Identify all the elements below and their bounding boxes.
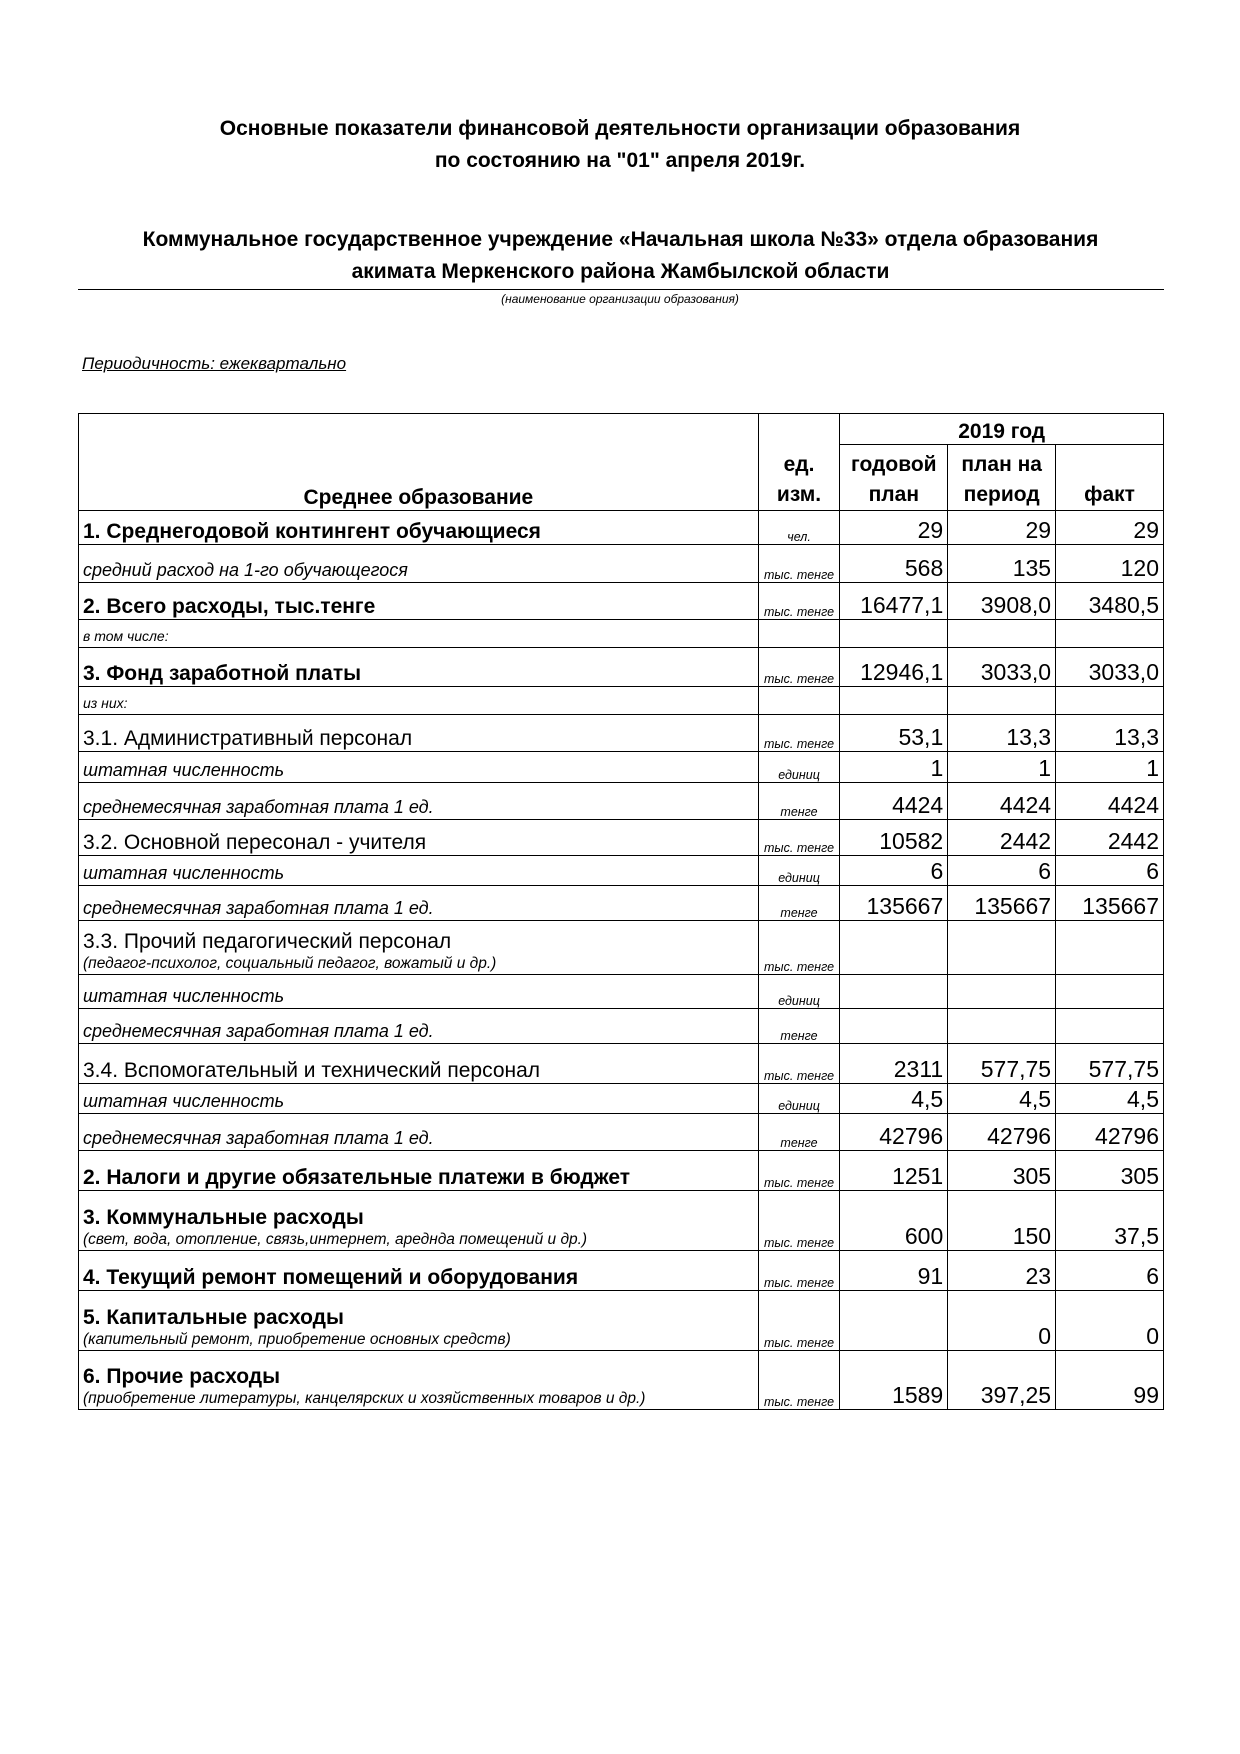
row-value-fact xyxy=(1056,620,1164,648)
table-row xyxy=(79,545,1164,583)
row-unit: тыс. тенге xyxy=(758,715,840,752)
row-unit: тыс. тенге xyxy=(758,1351,840,1410)
table-row xyxy=(79,715,1164,752)
row-name-cell xyxy=(79,886,759,921)
table-row xyxy=(79,783,1164,820)
row-value-fact: 29 xyxy=(1056,511,1164,545)
row-value-annual: 91 xyxy=(840,1251,948,1291)
row-value-period: 3908,0 xyxy=(948,583,1056,620)
row-name: 3.1. Административный персонал xyxy=(83,727,413,750)
row-name-cell xyxy=(79,648,759,687)
row-name-cell xyxy=(79,1084,759,1114)
organization-caption: (наименование организации образования) xyxy=(501,292,739,306)
row-value-period xyxy=(948,975,1056,1009)
row-value-fact: 1 xyxy=(1056,752,1164,783)
row-name: 3. Коммунальные расходы xyxy=(83,1206,364,1229)
row-name: 3. Фонд заработной платы xyxy=(83,662,362,685)
row-value-annual: 29 xyxy=(840,511,948,545)
row-name-cell xyxy=(79,687,759,715)
row-unit: тенге xyxy=(758,1114,840,1151)
row-value-annual xyxy=(840,975,948,1009)
row-value-fact: 6 xyxy=(1056,1251,1164,1291)
row-name: среднемесячная заработная плата 1 ед. xyxy=(83,1021,434,1041)
row-value-fact: 6 xyxy=(1056,856,1164,886)
table-row xyxy=(79,820,1164,856)
table-row xyxy=(79,921,1164,975)
row-unit: тыс. тенге xyxy=(758,1191,840,1251)
header-year-cell: 2019 год xyxy=(840,414,1164,445)
row-unit: единиц xyxy=(758,752,840,783)
row-name-cell xyxy=(79,975,759,1009)
organization-name-line-2: акимата Меркенского района Жамбылской области xyxy=(351,260,890,283)
row-name: 5. Капитальные расходы xyxy=(83,1306,344,1329)
row-value-annual: 1251 xyxy=(840,1151,948,1191)
periodicity-label: Периодичность: ежеквартально xyxy=(82,354,347,373)
row-value-fact: 577,75 xyxy=(1056,1044,1164,1084)
row-name: 2. Всего расходы, тыс.тенге xyxy=(83,595,376,618)
row-note: (свет, вода, отопление, связь,интернет, ареднда помещений и др.) xyxy=(83,1231,588,1248)
row-name: среднемесячная заработная плата 1 ед. xyxy=(83,898,434,918)
row-name: из них: xyxy=(83,695,128,711)
table-row xyxy=(79,1009,1164,1044)
table-row xyxy=(79,620,1164,648)
row-value-fact: 99 xyxy=(1056,1351,1164,1410)
row-name-cell xyxy=(79,921,759,975)
row-name-cell xyxy=(79,1151,759,1191)
row-unit: тенге xyxy=(758,1009,840,1044)
header-fact: факт xyxy=(1056,445,1164,511)
table-row xyxy=(79,1084,1164,1114)
row-value-annual: 10582 xyxy=(840,820,948,856)
row-name-cell xyxy=(79,1191,759,1251)
row-name-cell xyxy=(79,1251,759,1291)
row-name: 1. Среднегодовой контингент обучающиеся xyxy=(83,520,541,543)
row-value-period: 1 xyxy=(948,752,1056,783)
row-value-annual: 4424 xyxy=(840,783,948,820)
row-value-fact: 2442 xyxy=(1056,820,1164,856)
row-value-period: 23 xyxy=(948,1251,1056,1291)
row-value-period: 305 xyxy=(948,1151,1056,1191)
row-name-cell xyxy=(79,1291,759,1351)
table-row xyxy=(79,583,1164,620)
row-value-fact: 4,5 xyxy=(1056,1084,1164,1114)
row-unit xyxy=(758,620,840,648)
row-name: штатная численность xyxy=(83,1091,285,1111)
table-row xyxy=(79,975,1164,1009)
row-value-fact: 305 xyxy=(1056,1151,1164,1191)
row-unit: тыс. тенге xyxy=(758,1151,840,1191)
row-value-annual: 135667 xyxy=(840,886,948,921)
row-name: 3.3. Прочий педагогический персонал xyxy=(83,930,452,953)
row-value-period: 6 xyxy=(948,856,1056,886)
row-name-cell xyxy=(79,783,759,820)
row-name: 3.4. Вспомогательный и технический персонал xyxy=(83,1059,541,1082)
row-unit: тенге xyxy=(758,886,840,921)
header-name-cell: Среднее образование xyxy=(79,414,759,511)
row-value-fact: 135667 xyxy=(1056,886,1164,921)
header-annual-plan: годовой план xyxy=(840,445,948,511)
row-value-fact: 37,5 xyxy=(1056,1191,1164,1251)
row-name: в том числе: xyxy=(83,628,169,644)
table-row xyxy=(79,1251,1164,1291)
row-name: среднемесячная заработная плата 1 ед. xyxy=(83,1128,434,1148)
row-value-annual xyxy=(840,921,948,975)
row-value-period: 135 xyxy=(948,545,1056,583)
header-period-plan: план на период xyxy=(948,445,1056,511)
row-name-cell xyxy=(79,620,759,648)
table-row xyxy=(79,1191,1164,1251)
row-unit: единиц xyxy=(758,856,840,886)
row-value-period: 13,3 xyxy=(948,715,1056,752)
row-name-cell xyxy=(79,583,759,620)
row-value-annual: 53,1 xyxy=(840,715,948,752)
row-value-period: 4424 xyxy=(948,783,1056,820)
row-name-cell xyxy=(79,1044,759,1084)
row-unit xyxy=(758,687,840,715)
row-note: (капительный ремонт, приобретение основных средств) xyxy=(83,1331,511,1348)
row-value-period xyxy=(948,687,1056,715)
row-value-period: 577,75 xyxy=(948,1044,1056,1084)
row-value-fact xyxy=(1056,1009,1164,1044)
row-value-annual xyxy=(840,1291,948,1351)
row-name-cell xyxy=(79,545,759,583)
row-value-period xyxy=(948,620,1056,648)
table-row xyxy=(79,886,1164,921)
document-title-line-2: по состоянию на "01" апреля 2019г. xyxy=(434,149,806,172)
table-row xyxy=(79,648,1164,687)
table-row xyxy=(79,1114,1164,1151)
table-row xyxy=(79,752,1164,783)
row-value-fact: 4424 xyxy=(1056,783,1164,820)
row-value-period xyxy=(948,921,1056,975)
row-value-fact: 13,3 xyxy=(1056,715,1164,752)
row-value-period: 3033,0 xyxy=(948,648,1056,687)
row-value-annual: 16477,1 xyxy=(840,583,948,620)
row-unit: тыс. тенге xyxy=(758,921,840,975)
table-row xyxy=(79,1351,1164,1410)
row-value-annual: 1589 xyxy=(840,1351,948,1410)
row-unit: тыс. тенге xyxy=(758,583,840,620)
organization-name-line-1: Коммунальное государственное учреждение «Начальная школа №33» отдела образования xyxy=(142,228,1099,251)
row-name: штатная численность xyxy=(83,986,285,1006)
row-value-period: 397,25 xyxy=(948,1351,1056,1410)
row-unit: тыс. тенге xyxy=(758,1291,840,1351)
row-unit: единиц xyxy=(758,1084,840,1114)
row-value-fact: 42796 xyxy=(1056,1114,1164,1151)
row-name: средний расход на 1-го обучающегося xyxy=(83,560,408,580)
row-value-fact xyxy=(1056,921,1164,975)
row-value-period: 0 xyxy=(948,1291,1056,1351)
table-header-row-1 xyxy=(79,414,1164,445)
row-name-cell xyxy=(79,1114,759,1151)
row-value-annual xyxy=(840,620,948,648)
row-value-period: 150 xyxy=(948,1191,1056,1251)
row-value-fact xyxy=(1056,687,1164,715)
row-name-cell xyxy=(79,1009,759,1044)
row-value-fact: 0 xyxy=(1056,1291,1164,1351)
row-value-period xyxy=(948,1009,1056,1044)
row-unit: тенге xyxy=(758,783,840,820)
row-value-annual: 568 xyxy=(840,545,948,583)
row-name: штатная численность xyxy=(83,863,285,883)
row-name: среднемесячная заработная плата 1 ед. xyxy=(83,797,434,817)
row-value-period: 135667 xyxy=(948,886,1056,921)
row-name: штатная численность xyxy=(83,760,285,780)
row-name-cell xyxy=(79,820,759,856)
row-name-cell xyxy=(79,856,759,886)
organization-underline xyxy=(78,289,1164,290)
row-value-annual: 42796 xyxy=(840,1114,948,1151)
row-unit: тыс. тенге xyxy=(758,648,840,687)
row-value-annual xyxy=(840,1009,948,1044)
row-value-annual: 4,5 xyxy=(840,1084,948,1114)
table-row xyxy=(79,687,1164,715)
row-name-cell xyxy=(79,511,759,545)
row-name: 2. Налоги и другие обязательные платежи в бюджет xyxy=(83,1166,631,1189)
row-name-cell xyxy=(79,752,759,783)
row-value-period: 4,5 xyxy=(948,1084,1056,1114)
row-unit: тыс. тенге xyxy=(758,1044,840,1084)
row-value-period: 29 xyxy=(948,511,1056,545)
row-value-fact: 3033,0 xyxy=(1056,648,1164,687)
row-note: (педагог-психолог, социальный педагог, вожатый и др.) xyxy=(83,955,497,972)
row-value-annual: 12946,1 xyxy=(840,648,948,687)
row-name: 3.2. Основной пересонал - учителя xyxy=(83,831,427,854)
row-name: 4. Текущий ремонт помещений и оборудования xyxy=(83,1266,579,1289)
document-title-line-1: Основные показатели финансовой деятельности организации образования xyxy=(219,117,1021,140)
row-unit: чел. xyxy=(758,511,840,545)
row-note: (приобретение литературы, канцелярских и хозяйственных товаров и др.) xyxy=(83,1390,646,1407)
row-value-annual: 600 xyxy=(840,1191,948,1251)
table-row xyxy=(79,511,1164,545)
row-unit: единиц xyxy=(758,975,840,1009)
table-row xyxy=(79,856,1164,886)
row-name: 6. Прочие расходы xyxy=(83,1365,281,1388)
financial-indicators-table xyxy=(78,413,1164,1410)
row-value-period: 42796 xyxy=(948,1114,1056,1151)
row-value-period: 2442 xyxy=(948,820,1056,856)
header-unit-cell: ед. изм. xyxy=(758,414,840,511)
row-name-cell xyxy=(79,1351,759,1410)
table-row xyxy=(79,1151,1164,1191)
table-row xyxy=(79,1291,1164,1351)
row-unit: тыс. тенге xyxy=(758,820,840,856)
row-value-annual: 1 xyxy=(840,752,948,783)
row-value-fact: 3480,5 xyxy=(1056,583,1164,620)
row-value-fact: 120 xyxy=(1056,545,1164,583)
row-value-fact xyxy=(1056,975,1164,1009)
row-unit: тыс. тенге xyxy=(758,545,840,583)
table-row xyxy=(79,1044,1164,1084)
row-name-cell xyxy=(79,715,759,752)
row-value-annual xyxy=(840,687,948,715)
row-unit: тыс. тенге xyxy=(758,1251,840,1291)
row-value-annual: 2311 xyxy=(840,1044,948,1084)
row-value-annual: 6 xyxy=(840,856,948,886)
